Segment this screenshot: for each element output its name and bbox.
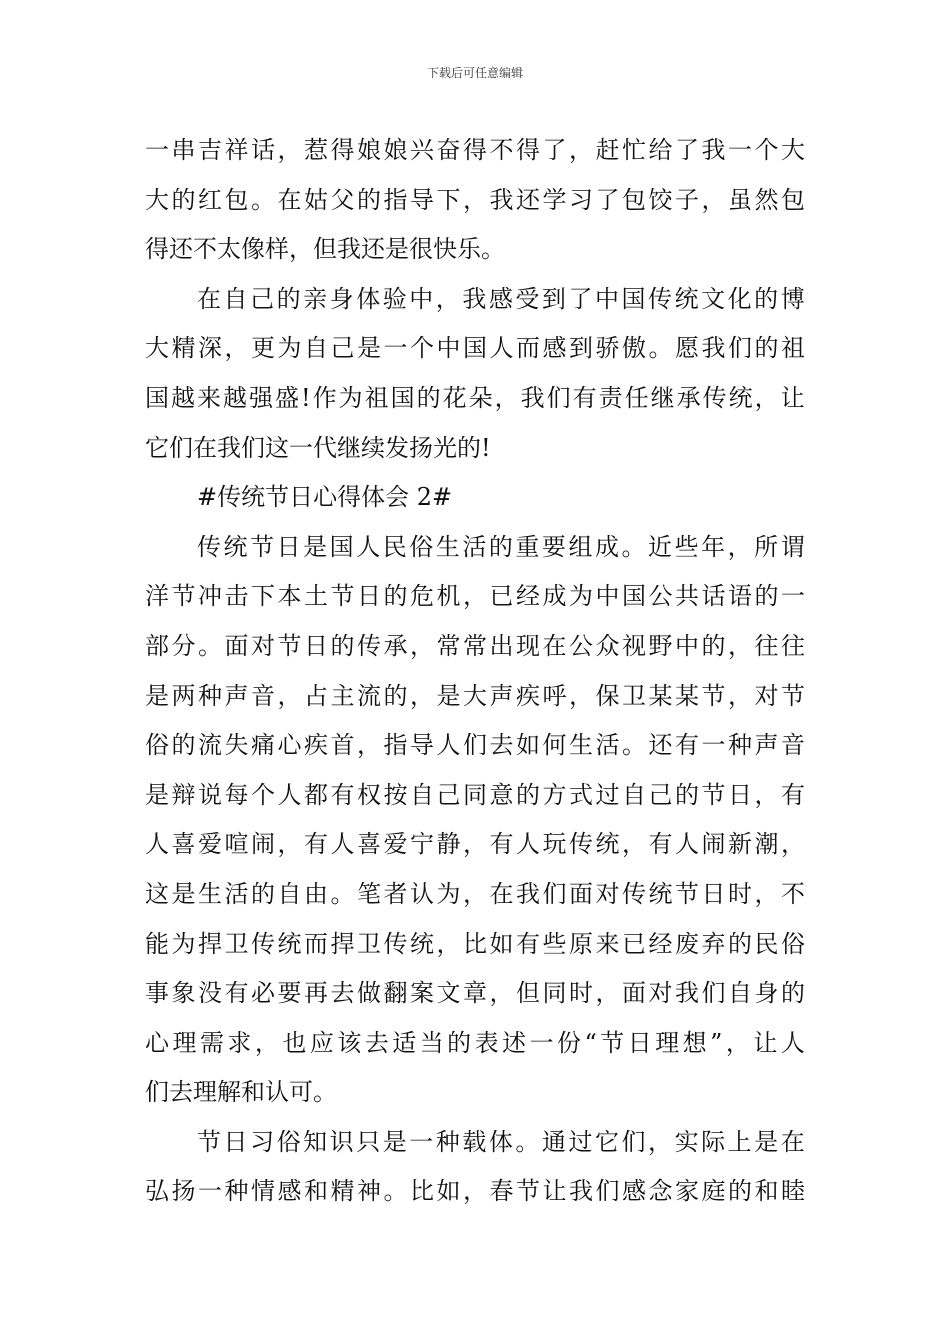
body-text <box>145 126 805 1217</box>
text-line: 是 两 种 声 音 ， 占 主 流 的 ， 是 大 声 疾 呼 ， 保 卫 某 某 节 ， 对 节 <box>145 681 805 710</box>
text-line: 这 是 生 活 的 自 由 。 笔 者 认 为 ， 在 我 们 面 对 传 统 节 日 时 ， 不 <box>145 879 805 908</box>
text-line: 它们在我们这一代继续发扬光的! <box>145 433 491 462</box>
text-line: 俗 的 流 失 痛 心 疾 首 ， 指 导 人 们 去 如 何 生 活 。 还 有 一 种 声 音 <box>145 731 805 760</box>
page-header: 下载后可任意编辑 <box>426 66 523 80</box>
text-line: #传统节日心得体会 2# <box>197 483 453 512</box>
text-line: 一 串 吉 祥 话 ， 惹 得 娘 娘 兴 奋 得 不 得 了 ， 赶 忙 给 了 我 一 个 大 <box>145 136 805 164</box>
text-line: 节 日 习 俗 知 识 只 是 一 种 载 体 。 通 过 它 们 ， 实 际 上 是 在 <box>197 1127 805 1156</box>
text-line: 是 辩 说 每 个 人 都 有 权 按 自 己 同 意 的 方 式 过 自 己 的 节 日 ， 有 <box>145 780 805 809</box>
text-line: 得还不太像样，但我还是很快乐。 <box>145 235 505 264</box>
text-line: 大 的 红 包 。 在 姑 父 的 指 导 下 ， 我 还 学 习 了 包 饺 子 ， 虽 然 包 <box>145 185 805 214</box>
text-line: 在 自 己 的 亲 身 体 验 中 ， 我 感 受 到 了 中 国 传 统 文 化 的 博 <box>197 284 805 313</box>
text-line: 传 统 节 日 是 国 人 民 俗 生 活 的 重 要 组 成 。 近 些 年 ， 所 谓 <box>197 532 805 561</box>
text-line: 们去理解和认可。 <box>145 1078 337 1107</box>
text-line: 大 精 深 ， 更 为 自 己 是 一 个 中 国 人 而 感 到 骄 傲 。 愿 我 们 的 祖 <box>145 334 805 363</box>
text-line: 洋 节 冲 击 下 本 土 节 日 的 危 机 ， 已 经 成 为 中 国 公 共 话 语 的 一 <box>145 582 805 611</box>
text-line: 心 理 需 求 ， 也 应 该 去 适 当 的 表 述 一 份 “ 节 日 理 想 ” ， 让 人 <box>145 1028 805 1057</box>
text-line: 国 越 来 越 强 盛 ! 作 为 祖 国 的 花 朵 ， 我 们 有 责 任 继 承 传 统 ， 让 <box>145 383 805 412</box>
text-line: 人 喜 爱 喧 闹 ， 有 人 喜 爱 宁 静 ， 有 人 玩 传 统 ， 有 人 闹 新 潮 ， <box>145 830 805 859</box>
text-line: 部 分 。 面 对 节 日 的 传 承 ， 常 常 出 现 在 公 众 视 野 中 的 ， 往 往 <box>145 631 805 660</box>
text-line: 事 象 没 有 必 要 再 去 做 翻 案 文 章 ， 但 同 时 ， 面 对 我 们 自 身 的 <box>145 979 805 1008</box>
text-line: 能 为 捍 卫 传 统 而 捍 卫 传 统 ， 比 如 有 些 原 来 已 经 废 弃 的 民 俗 <box>145 929 805 958</box>
text-line: 弘 扬 一 种 情 感 和 精 神 。 比 如 ， 春 节 让 我 们 感 念 家 庭 的 和 睦 <box>145 1177 805 1206</box>
